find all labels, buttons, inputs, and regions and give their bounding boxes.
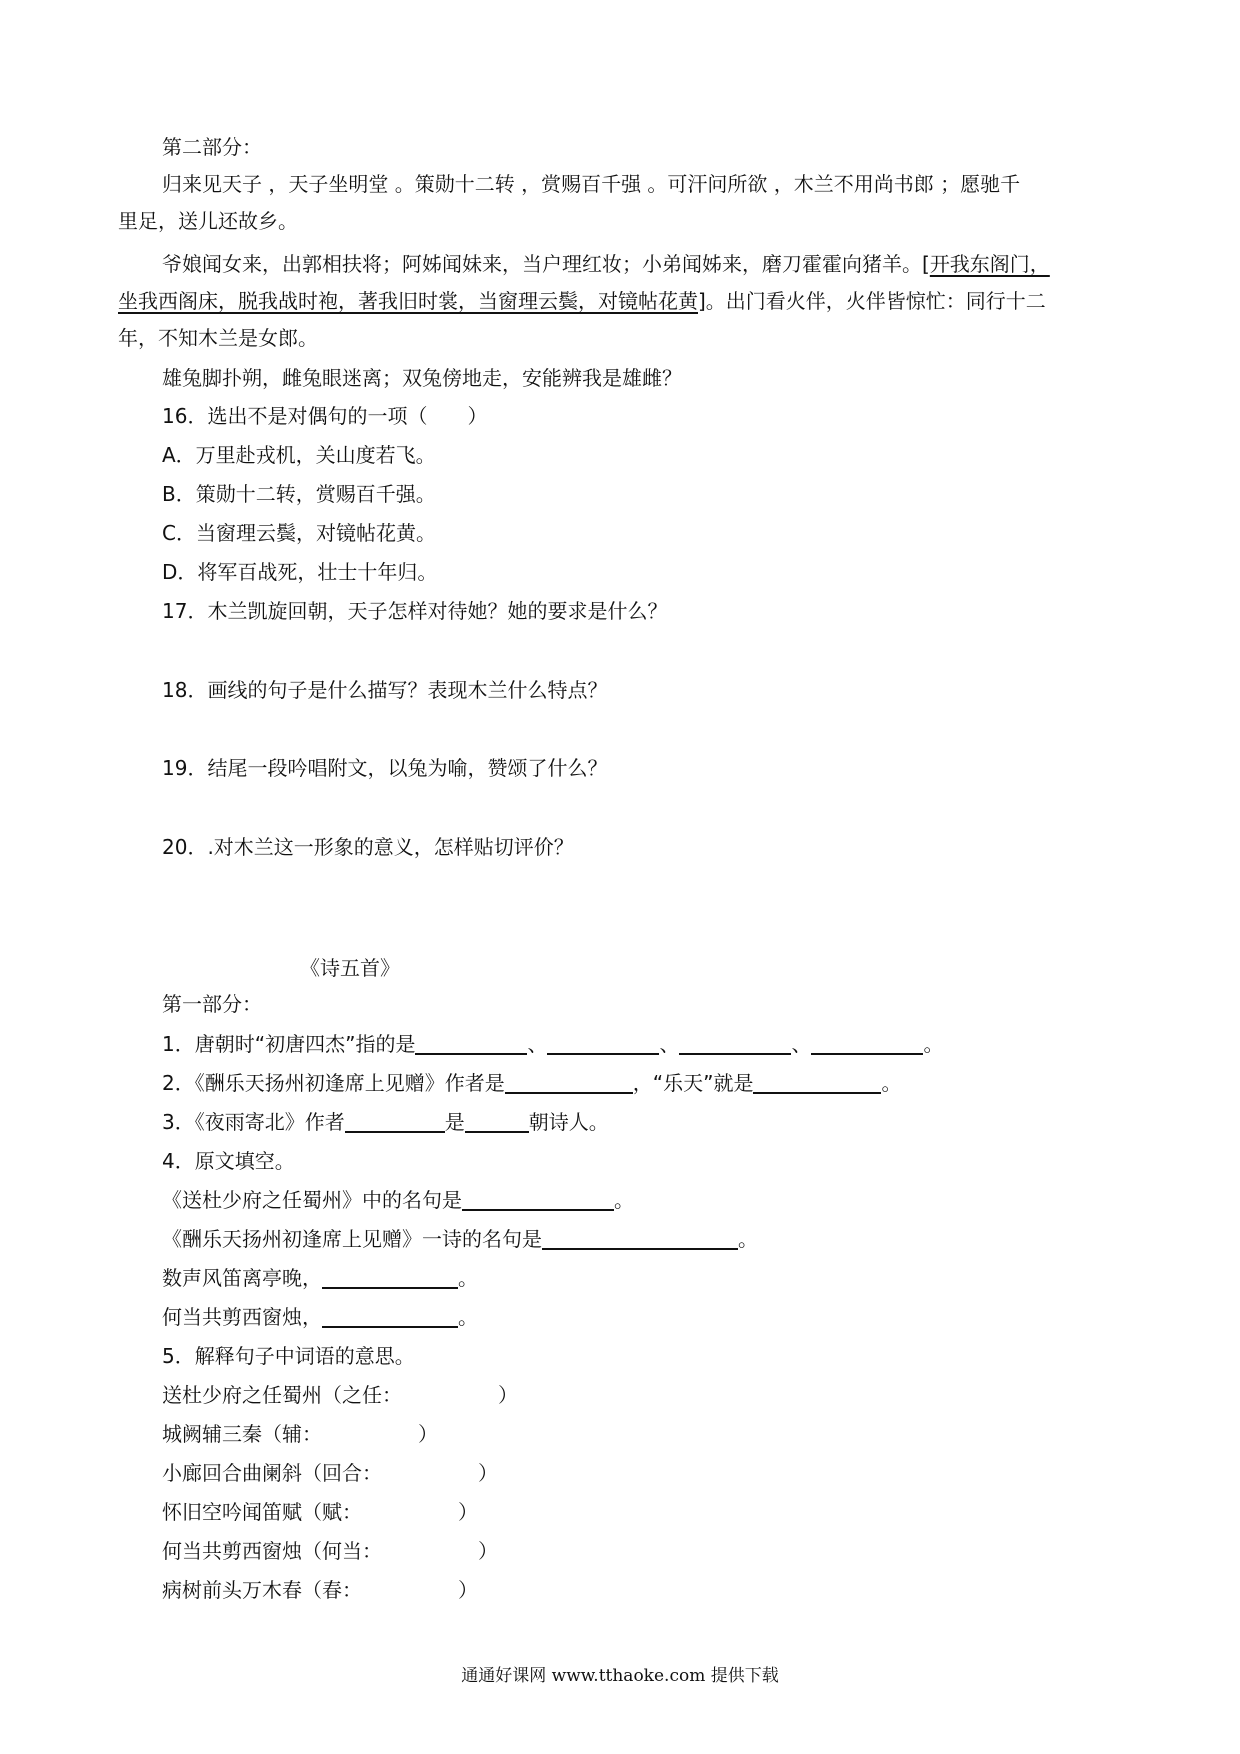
question-text: 《送杜少府之任蜀州》中的名句是: [162, 1188, 462, 1212]
vocab-item: [162, 1420, 438, 1448]
vocab-text: 城阙辅三秦（辅：: [162, 1422, 322, 1446]
passage-text: 爷娘闻女来，出郭相扶将；阿姊闻妹来，当户理红妆；小弟闻姊来，磨刀霍霍向猪羊。[: [162, 252, 930, 276]
section-heading-part1: 第一部分：: [162, 992, 262, 1016]
close-paren: ）: [418, 1422, 438, 1446]
question-text: 1．唐朝时“初唐四杰”指的是: [162, 1032, 416, 1056]
question-text: 数声风笛离亭晚，: [162, 1266, 322, 1290]
question-17: 17．木兰凯旋回朝，天子怎样对待她？她的要求是什么？: [162, 599, 668, 623]
passage-text: ]。出门看火伴，火伴皆惊忙：同行十二: [698, 289, 1046, 313]
answer-blank[interactable]: [679, 1033, 791, 1055]
passage-line: [162, 250, 1050, 278]
period: 。: [923, 1032, 944, 1056]
underlined-sentence: 开我东阁门，: [929, 252, 1050, 276]
fill-line: [162, 1264, 478, 1292]
question-text: ，“乐天”就是: [632, 1071, 754, 1095]
question-1: [162, 1030, 943, 1058]
question-text: 是: [444, 1110, 465, 1134]
separator: 、: [527, 1032, 548, 1056]
vocab-item: [162, 1498, 478, 1526]
close-paren: ）: [498, 1383, 518, 1407]
close-paren: ）: [458, 1500, 478, 1524]
answer-blank[interactable]: [322, 1306, 458, 1328]
answer-blank[interactable]: [462, 1189, 614, 1211]
question-18: 18．画线的句子是什么描写？表现木兰什么特点？: [162, 678, 608, 702]
period: 。: [881, 1071, 902, 1095]
close-paren: ）: [458, 1578, 478, 1602]
answer-blank[interactable]: [322, 1267, 458, 1289]
footer-credit: 通通好课网 www.tthaoke.com 提供下载: [461, 1666, 779, 1686]
question-20: 20．.对木兰这一形象的意义，怎样贴切评价？: [162, 835, 574, 859]
period: 。: [458, 1266, 478, 1290]
answer-blank[interactable]: [811, 1033, 923, 1055]
question-19: 19．结尾一段吟唱附文，以兔为喻，赞颂了什么？: [162, 756, 608, 780]
answer-blank[interactable]: [753, 1072, 881, 1094]
vocab-item: [162, 1576, 478, 1604]
option-b: B．策勋十二转，赏赐百千强。: [162, 482, 436, 506]
option-c: C．当窗理云鬓，对镜帖花黄。: [162, 521, 436, 545]
section-heading-part2: 第二部分：: [162, 135, 262, 159]
close-paren: ）: [478, 1539, 498, 1563]
option-a: A．万里赴戎机，关山度若飞。: [162, 443, 436, 467]
vocab-item: [162, 1459, 498, 1487]
vocab-text: 怀旧空吟闻笛赋（赋：: [162, 1500, 362, 1524]
vocab-text: 小廊回合曲阑斜（回合：: [162, 1461, 382, 1485]
passage-line: 雄兔脚扑朔，雌兔眼迷离；双兔傍地走，安能辨我是雄雌？: [162, 366, 682, 390]
question-text: 《酬乐天扬州初逢席上见赠》一诗的名句是: [162, 1227, 542, 1251]
fill-line: [162, 1186, 634, 1214]
period: 。: [614, 1188, 634, 1212]
answer-blank[interactable]: [505, 1072, 633, 1094]
close-paren: ）: [478, 1461, 498, 1485]
underlined-sentence: 坐我西阁床，脱我战时袍，著我旧时裳，当窗理云鬓，对镜帖花黄: [118, 289, 698, 313]
vocab-text: 送杜少府之任蜀州（之任：: [162, 1383, 402, 1407]
section-title: 《诗五首》: [300, 956, 400, 980]
vocab-text: 病树前头万木春（春：: [162, 1578, 362, 1602]
vocab-item: [162, 1381, 518, 1409]
vocab-text: 何当共剪西窗烛（何当：: [162, 1539, 382, 1563]
answer-blank[interactable]: [547, 1033, 659, 1055]
question-4: 4．原文填空。: [162, 1149, 295, 1173]
question-text: 2．《酬乐天扬州初逢席上见赠》作者是: [162, 1071, 505, 1095]
passage-line: 年，不知木兰是女郎。: [118, 326, 318, 350]
period: 。: [458, 1305, 478, 1329]
option-d: D．将军百战死，壮士十年归。: [162, 560, 438, 584]
answer-blank[interactable]: [415, 1033, 527, 1055]
passage-line: [118, 287, 1046, 315]
question-text: 何当共剪西窗烛，: [162, 1305, 322, 1329]
fill-line: [162, 1303, 478, 1331]
vocab-item: [162, 1537, 498, 1565]
answer-blank[interactable]: [345, 1111, 445, 1133]
period: 。: [738, 1227, 758, 1251]
question-text: 朝诗人。: [528, 1110, 609, 1134]
question-2: [162, 1069, 901, 1097]
question-5: 5．解释句子中词语的意思。: [162, 1344, 415, 1368]
separator: 、: [791, 1032, 812, 1056]
question-text: 3．《夜雨寄北》作者: [162, 1110, 345, 1134]
fill-line: [162, 1225, 758, 1253]
separator: 、: [659, 1032, 680, 1056]
question-3: [162, 1108, 609, 1136]
answer-blank[interactable]: [465, 1111, 529, 1133]
answer-blank[interactable]: [542, 1228, 738, 1250]
passage-line: 里足，送儿还故乡。: [118, 209, 298, 233]
passage-line: 归来见天子 ，天子坐明堂 。策勋十二转 ，赏赐百千强 。可汗问所欲 ，木兰不用尚书郎 ；愿驰千: [162, 172, 1021, 196]
question-16: 16．选出不是对偶句的一项（ ）: [162, 404, 488, 428]
